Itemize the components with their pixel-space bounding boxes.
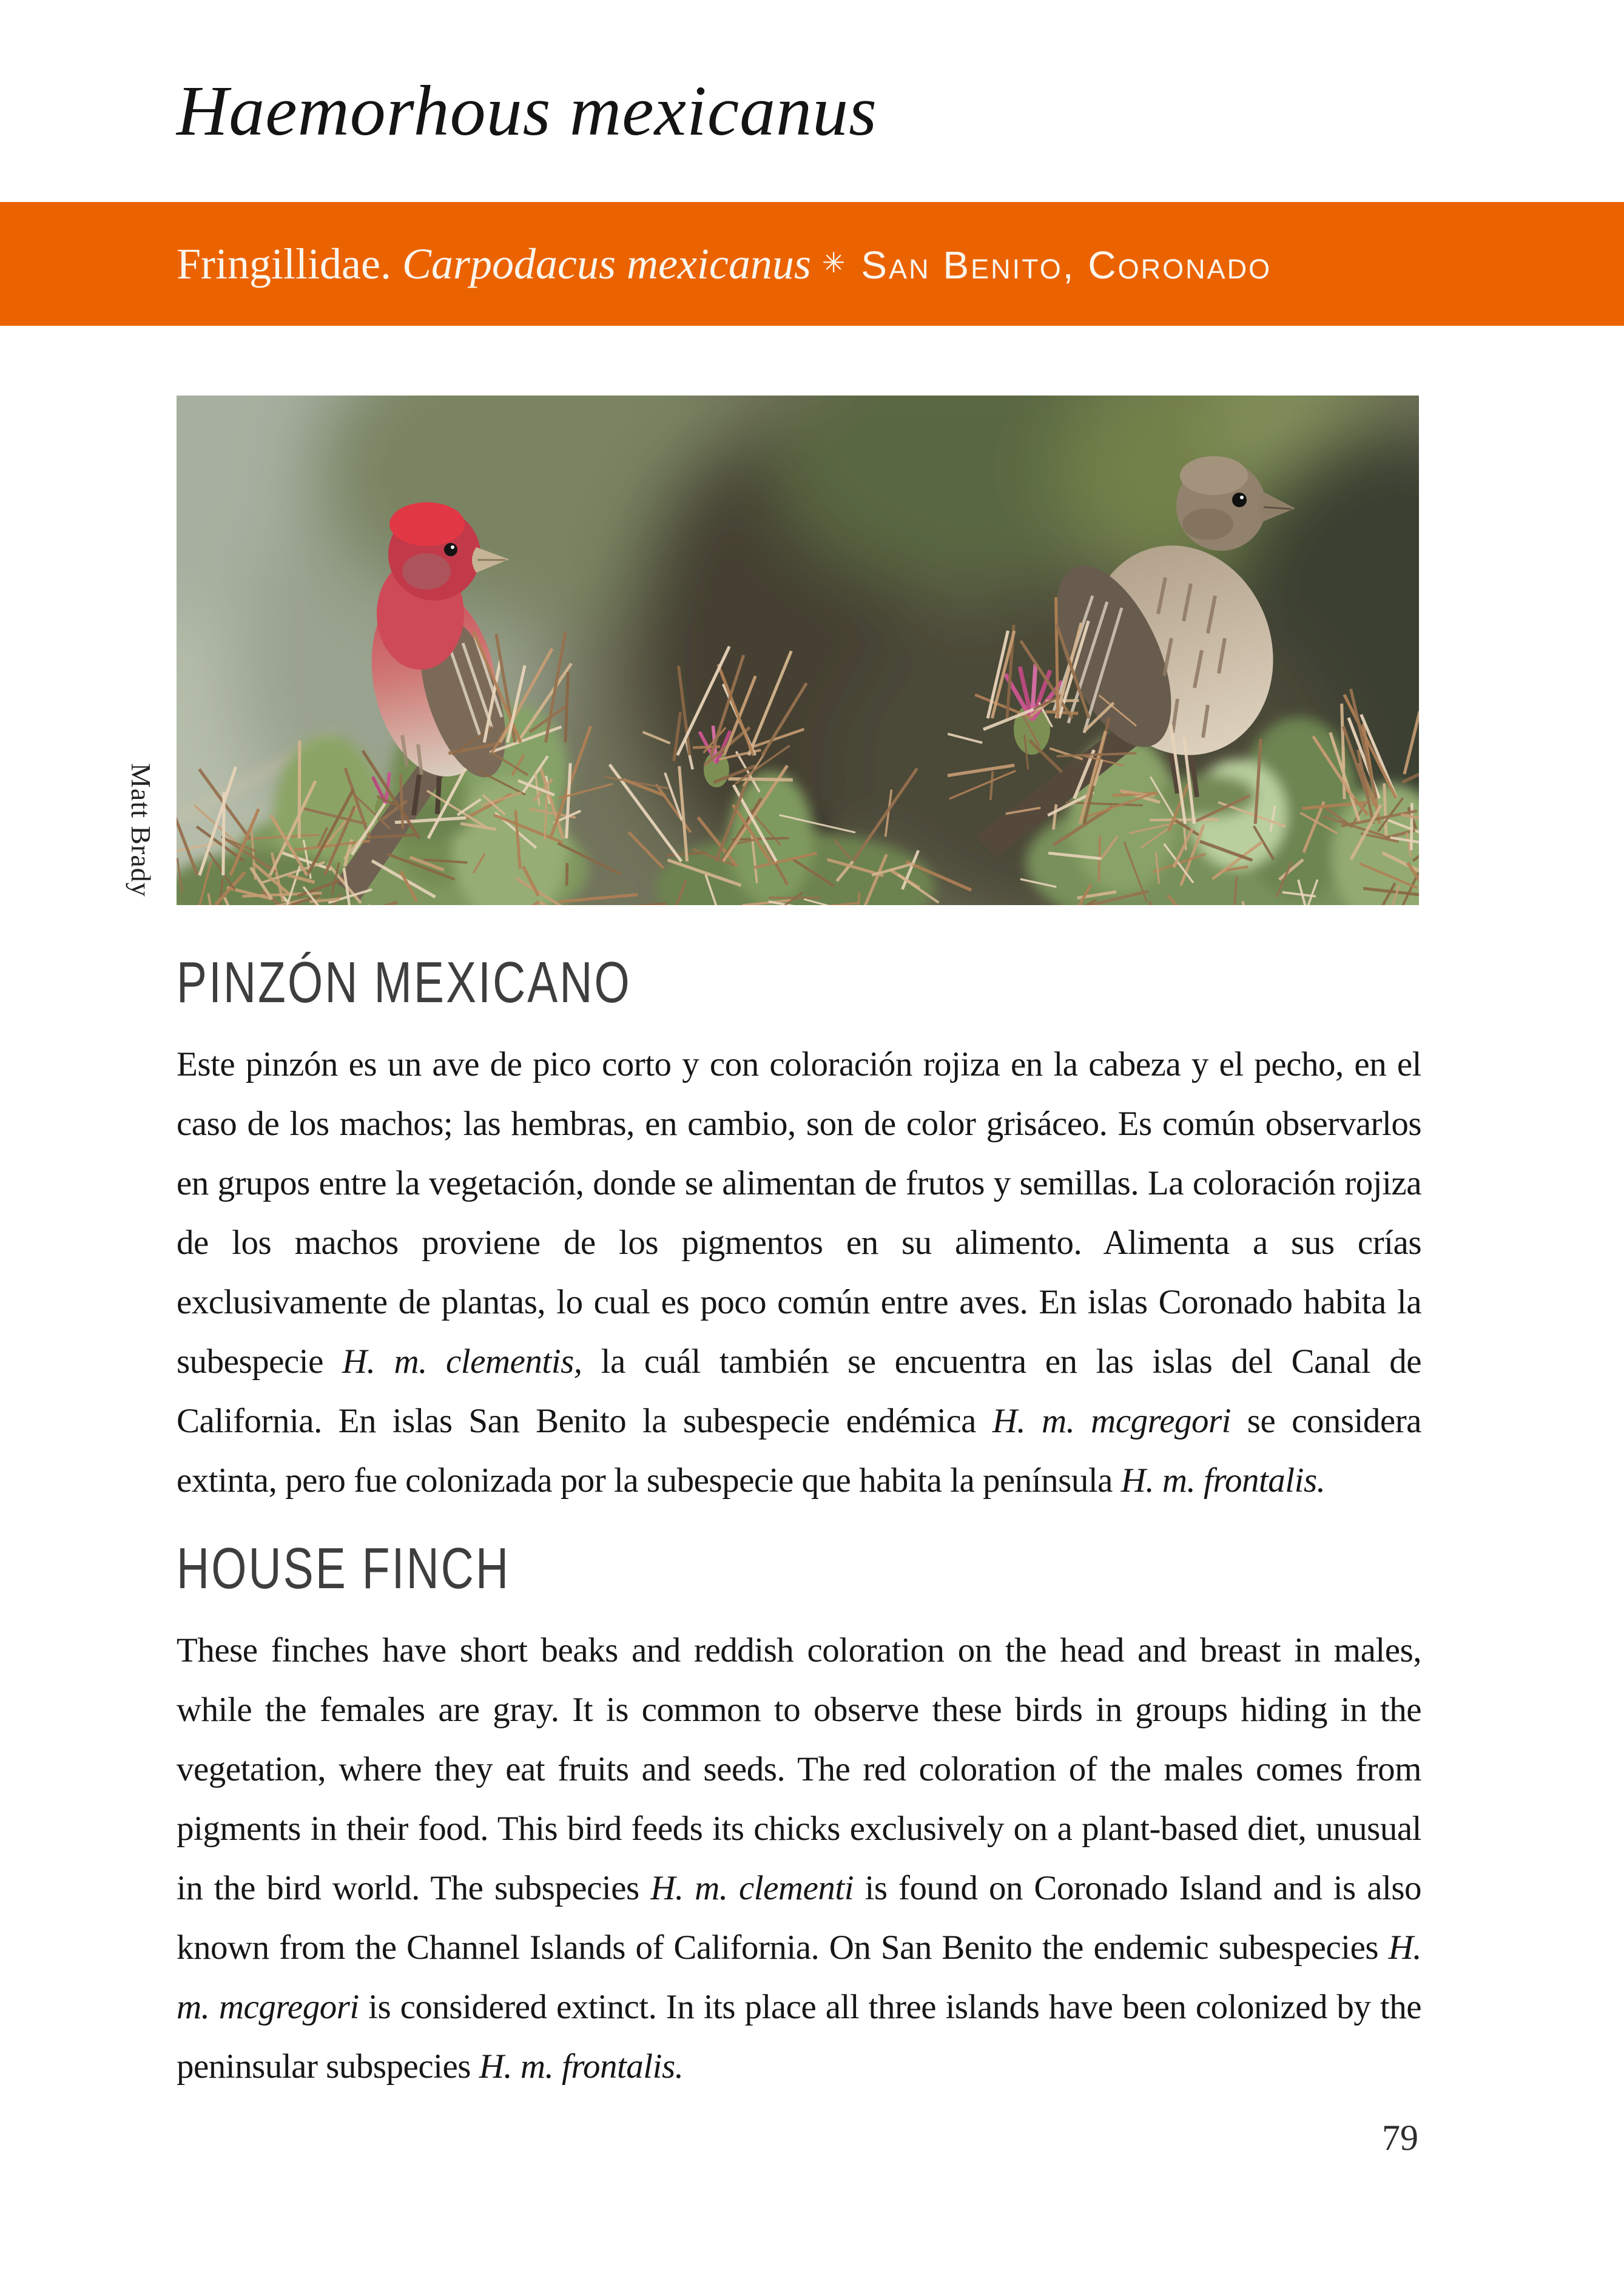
finches-photo xyxy=(177,396,1419,905)
paragraph-spanish: Este pinzón es un ave de pico corto y con coloración rojiza en la cabeza y el pecho, en el caso de los machos; las hembras, en cambio, son de color grisáceo. Es común observarlos en grupos entre la vegetación, donde se alimentan de frutos y semillas. La coloración rojiza de los machos proviene de los pigmentos en su alimento. Alimenta a sus crías exclusivamente de plantas, lo cual es poco común entre aves. En islas Coronado habita la subespecie H. m. clementis, la cuál también se encuentra en las islas del Canal de California. En islas San Benito la subespecie endémica H. m. mcgregori se considera extinta, pero fue colonizada por la subespecie que habita la península H. m. frontalis. xyxy=(177,1045,1421,1500)
species-banner xyxy=(0,202,1624,326)
finches-photo-art xyxy=(177,396,1419,905)
banner-text: Fringillidae. Carpodacus mexicanus ✳ San Benito, Coronado xyxy=(177,240,1272,288)
section-heading-english: HOUSE FINCH xyxy=(177,1536,511,1601)
section-heading-spanish: PINZÓN MEXICANO xyxy=(177,950,632,1015)
page-title: Haemorhous mexicanus xyxy=(177,71,878,150)
photo-credit: Matt Brady xyxy=(126,763,157,897)
paragraph-english: These finches have short beaks and reddish coloration on the head and breast in males, while the females are gray. It is common to observe these birds in groups hiding in the vegetation, where they eat fruits and seeds. The red coloration of the males comes from pigments in their food. This bird feeds its chicks exclusively on a plant-based diet, unusual in the bird world. The subspecies H. m. clementi is found on Coronado Island and is also known from the Channel Islands of California. On San Benito the endemic subespecies H. m. mcgregori is considered extinct. In its place all three islands have been colonized by the peninsular subspecies H. m. frontalis. xyxy=(177,1631,1422,2086)
page-number: 79 xyxy=(1382,2118,1418,2158)
